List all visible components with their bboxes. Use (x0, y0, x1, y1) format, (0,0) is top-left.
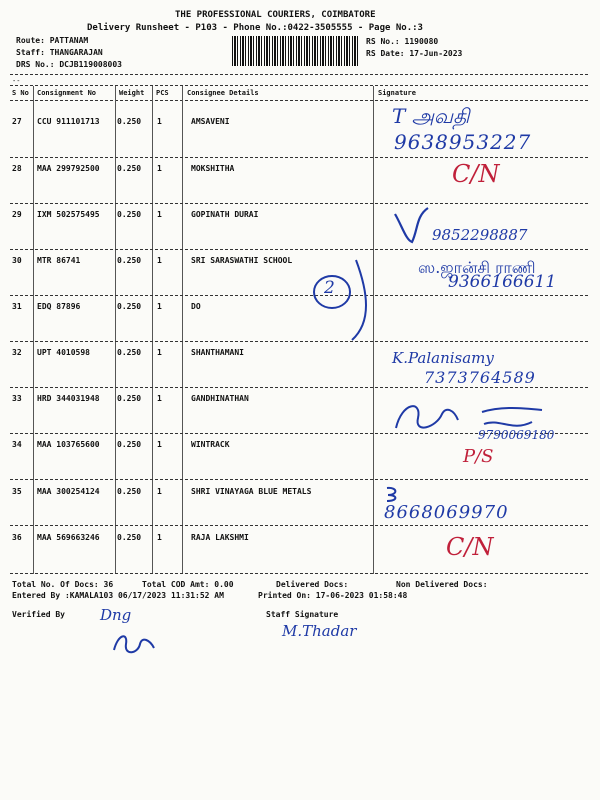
row-sno: 33 (12, 394, 22, 403)
total-docs: Total No. Of Docs: 36 (12, 580, 114, 589)
verified-signature: Dng (100, 606, 132, 624)
row-sno: 35 (12, 487, 22, 496)
row-pcs: 1 (157, 210, 162, 219)
row-pcs: 1 (157, 487, 162, 496)
signature-scribble (312, 252, 384, 344)
col-header-signature: Signature (378, 89, 416, 97)
row-sno: 28 (12, 164, 22, 173)
row-weight: 0.250 (117, 117, 142, 126)
signature-name: K.Palanisamy (392, 349, 494, 367)
row-consignee: WINTRACK (191, 440, 230, 449)
staff-signature-label: Staff Signature (266, 610, 339, 619)
row-separator (10, 387, 588, 388)
row-separator (10, 249, 588, 250)
header-top-rule (10, 85, 588, 86)
row-consignee: MOKSHITHA (191, 164, 235, 173)
verified-by-label: Verified By (12, 610, 65, 619)
row-sno: 34 (12, 440, 22, 449)
row-consignee: SRI SARASWATHI SCHOOL (191, 256, 293, 265)
row-consignee: SHRI VINAYAGA BLUE METALS (191, 487, 312, 496)
signature-phone: 7373764589 (424, 368, 536, 387)
signature-circle-number: 2 (324, 278, 335, 298)
row-pcs: 1 (157, 348, 162, 357)
signature-name: T அவதி (392, 104, 470, 128)
row-sno: 32 (12, 348, 22, 357)
rule-marks: -- (12, 77, 21, 85)
row-weight: 0.250 (117, 164, 142, 173)
table-top-rule (10, 74, 588, 75)
row-consignee: DO (191, 302, 201, 311)
row-pcs: 1 (157, 256, 162, 265)
row-sno: 31 (12, 302, 22, 311)
row-sno: 27 (12, 117, 22, 126)
signature-name: ஸ.ஜான்சி ராணி (418, 258, 536, 277)
row-weight: 0.250 (117, 256, 142, 265)
row-consignee: SHANTHAMANI (191, 348, 244, 357)
signature-mark: P/S (463, 446, 494, 467)
non-delivered-docs: Non Delivered Docs: (396, 580, 488, 589)
col-header-sno: S No (12, 89, 29, 97)
row-weight: 0.250 (117, 302, 142, 311)
row-consignee: GANDHINATHAN (191, 394, 249, 403)
row-consignment-no: CCU 911101713 (37, 117, 100, 126)
row-pcs: 1 (157, 117, 162, 126)
runsheet-subtitle: Delivery Runsheet - P103 - Phone No.:0422-3505555 - Page No.:3 (87, 23, 423, 33)
row-consignment-no: MTR 86741 (37, 256, 81, 265)
table-row (0, 533, 600, 553)
row-separator (10, 525, 588, 526)
row-pcs: 1 (157, 533, 162, 542)
table-row (0, 164, 600, 184)
signature-phone: 9852298887 (432, 226, 528, 244)
col-header-pcs: PCS (156, 89, 169, 97)
col-header-consignee: Consignee Details (187, 89, 259, 97)
row-consignment-no: EDQ 87896 (37, 302, 81, 311)
table-row (0, 440, 600, 460)
row-separator (10, 479, 588, 480)
row-weight: 0.250 (117, 394, 142, 403)
staff-label: Staff: THANGARAJAN (16, 48, 103, 57)
drs-number: DRS No.: DCJB119008003 (16, 60, 122, 69)
row-consignee: AMSAVENI (191, 117, 230, 126)
row-consignee: GOPINATH DURAI (191, 210, 259, 219)
table-bottom-rule (10, 573, 588, 574)
row-weight: 0.250 (117, 348, 142, 357)
staff-signature: M.Thadar (282, 622, 357, 640)
signature-phone: 8668069970 (384, 502, 509, 523)
row-consignment-no: MAA 299792500 (37, 164, 100, 173)
table-row (0, 348, 600, 368)
rs-number: RS No.: 1190080 (366, 37, 439, 46)
signature-phone: 9638953227 (394, 130, 532, 154)
row-separator (10, 341, 588, 342)
row-pcs: 1 (157, 440, 162, 449)
signature-scribble (384, 485, 402, 503)
row-consignment-no: MAA 103765600 (37, 440, 100, 449)
row-pcs: 1 (157, 302, 162, 311)
row-consignment-no: HRD 344031948 (37, 394, 100, 403)
row-weight: 0.250 (117, 533, 142, 542)
row-separator (10, 157, 588, 158)
row-consignment-no: MAA 569663246 (37, 533, 100, 542)
row-weight: 0.250 (117, 440, 142, 449)
verified-signature-scribble (110, 630, 158, 660)
signature-scribble (392, 206, 432, 248)
row-separator (10, 295, 588, 296)
signature-mark: C/N (446, 533, 494, 561)
table-row (0, 302, 600, 322)
signature-phone: 9790069180 (478, 428, 555, 442)
row-consignment-no: UPT 4010598 (37, 348, 90, 357)
signature-phone: 9366166611 (448, 272, 557, 292)
page-title: THE PROFESSIONAL COURIERS, COIMBATORE (175, 10, 376, 20)
row-sno: 29 (12, 210, 22, 219)
table-row (0, 487, 600, 507)
signature-mark: C/N (452, 160, 500, 188)
route-label: Route: PATTANAM (16, 36, 89, 45)
rs-date: RS Date: 17-Jun-2023 (366, 49, 463, 58)
row-sno: 30 (12, 256, 22, 265)
entered-by: Entered By :KAMALA103 06/17/2023 11:31:52 AM (12, 591, 224, 600)
printed-on: Printed On: 17-06-2023 01:58:48 (258, 591, 408, 600)
row-separator (10, 203, 588, 204)
row-consignment-no: MAA 300254124 (37, 487, 100, 496)
row-pcs: 1 (157, 394, 162, 403)
row-pcs: 1 (157, 164, 162, 173)
row-consignment-no: IXM 502575495 (37, 210, 100, 219)
barcode (232, 36, 358, 66)
row-consignee: RAJA LAKSHMI (191, 533, 249, 542)
row-weight: 0.250 (117, 210, 142, 219)
delivered-docs: Delivered Docs: (276, 580, 349, 589)
header-bottom-rule (10, 100, 588, 101)
row-sno: 36 (12, 533, 22, 542)
col-header-weight: Weight (119, 89, 145, 97)
row-weight: 0.250 (117, 487, 142, 496)
col-header-consignment: Consignment No (37, 89, 97, 97)
total-cod: Total COD Amt: 0.00 (142, 580, 234, 589)
